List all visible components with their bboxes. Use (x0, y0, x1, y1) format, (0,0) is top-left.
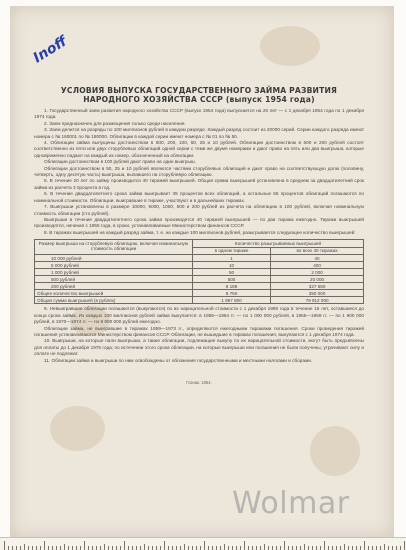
total-sum-one-draw: 1 997 800 (192, 297, 270, 304)
prize-amount: 5 000 рублей (35, 262, 193, 269)
ruler-tick (272, 546, 273, 550)
ruler-tick (308, 546, 309, 550)
ruler-tick (192, 546, 193, 550)
ruler-tick (196, 546, 197, 550)
ruler-tick (276, 546, 277, 550)
table-header-amount: Размер выигрыша на сторублевую облигацию, включая номинальную стоимость облигации (35, 240, 193, 255)
ruler-tick (328, 546, 329, 550)
table-row (35, 276, 364, 283)
ruler-tick (172, 546, 173, 550)
count-one-draw: 500 (192, 276, 270, 283)
ruler-tick (116, 546, 117, 550)
ruler-tick (108, 546, 109, 550)
ruler-tick (88, 546, 89, 550)
conditions-bottom (34, 306, 364, 364)
ruler-tick (388, 546, 389, 550)
ruler-tick (184, 544, 185, 550)
ruler-tick (100, 546, 101, 550)
ruler-tick (140, 546, 141, 550)
table-row (35, 283, 364, 290)
ruler-tick (144, 544, 145, 550)
ruler-tick (20, 546, 21, 550)
ruler-tick (280, 546, 281, 550)
measuring-ruler (0, 537, 406, 550)
ruler-tick (392, 546, 393, 550)
ruler-tick (320, 546, 321, 550)
ruler-tick (72, 546, 73, 550)
ruler-tick (324, 541, 325, 550)
ruler-tick (8, 546, 9, 550)
table-header-count: Количество разыгрываемых выигрышей (192, 240, 363, 248)
bond-conditions (34, 86, 364, 385)
paragraph: 5. В течение 20 лет по займу производится 40 тиражей выигрышей. Общая сумма выигрышей установлена в среднем за двадцатилетний срок займа из расчета 3 процента в год. (34, 178, 364, 190)
count-one-draw: 1 (192, 255, 270, 262)
stain (260, 26, 320, 66)
count-all-draws: 20 000 (271, 276, 364, 283)
ruler-tick (40, 546, 41, 550)
bond-sheet (10, 6, 394, 538)
ruler-tick (104, 544, 105, 550)
ruler-tick (360, 546, 361, 550)
total-count-all-draws: 350 000 (271, 290, 364, 297)
prize-amount: 1 000 рублей (35, 269, 193, 276)
total-sum-all-draws: 79 912 000 (271, 297, 364, 304)
count-all-draws: 400 (271, 262, 364, 269)
paragraph: 3. Заем делится на разряды по 100 миллионов рублей в каждом разряде. Каждый разряд состоит из 20000 серий. Серии каждого разряда имеют номера с № 160001 по № 180000. Облигации в каждой серии имеют номера с № 01 по № 50. (34, 127, 364, 139)
ruler-tick (300, 546, 301, 550)
ruler-tick (84, 541, 85, 550)
ruler-tick (380, 546, 381, 550)
table-row-total-count (35, 290, 364, 297)
ruler-tick (44, 541, 45, 550)
table-row (35, 262, 364, 269)
ruler-tick (180, 546, 181, 550)
ruler-tick (236, 546, 237, 550)
ruler-tick (244, 541, 245, 550)
ruler-tick (228, 546, 229, 550)
count-one-draw: 50 (192, 269, 270, 276)
count-one-draw: 8 189 (192, 283, 270, 290)
conditions-top (34, 108, 364, 236)
ruler-tick (316, 546, 317, 550)
ruler-tick (352, 546, 353, 550)
ruler-tick (96, 546, 97, 550)
ruler-tick (56, 546, 57, 550)
title-line-1: УСЛОВИЯ ВЫПУСКА ГОСУДАРСТВЕННОГО ЗАЙМА РАЗВИТИЯ (60, 86, 338, 95)
ruler-tick (292, 546, 293, 550)
ruler-tick (240, 546, 241, 550)
handwritten-signature: Inoff (30, 33, 70, 67)
ruler-tick (372, 546, 373, 550)
total-count-label: Общее количество выигрышей (35, 290, 193, 297)
ruler-tick (404, 541, 405, 550)
ruler-tick (136, 546, 137, 550)
ruler-tick (252, 546, 253, 550)
ruler-tick (32, 546, 33, 550)
paragraph: 4. Облигации займа выпущены достоинством в 500, 200, 100, 50, 25 и 10 рублей. Облигации достоинством в 500 и 200 рублей состоят соответственно из пяти или двух сторублевых облигаций одной серии с теми же двумя номерами и дают право на пять или два выигрыша, которые одновременно падают на каждый их номер, обозначенный на облигации. (34, 140, 364, 158)
stain (310, 426, 360, 476)
count-all-draws: 2 000 (271, 269, 364, 276)
ruler-tick (400, 546, 401, 550)
total-sum-label: Общая сумма выигрышей (в рублях) (35, 297, 193, 304)
ruler-tick (120, 546, 121, 550)
ruler-tick (396, 546, 397, 550)
ruler-tick (208, 546, 209, 550)
prize-amount: 500 рублей (35, 276, 193, 283)
ruler-tick (156, 546, 157, 550)
ruler-tick (264, 544, 265, 550)
ruler-tick (344, 544, 345, 550)
prizes-table (34, 239, 364, 304)
paragraph: 10. Выигрыши, на которые пали выигрыши, а также облигации, подлежащие выкупу по их нарицательной стоимости, могут быть предъявлены для оплаты до 1 декабря 1975 года; по истечении этого срока облигации, на которые выигрыши или погашения не были получены, утрачивают силу и оплате не подлежат. (34, 338, 364, 357)
ruler-tick (16, 546, 17, 550)
paragraph: Облигации достоинством в 50, 25 и 10 рублей являются частями сторублевых облигаций и дают право на соответствующую долю (половину, четверть, одну десятую часть) выигрыша, выпавшего на сторублевую облигацию. (34, 165, 364, 178)
title-line-2: НАРОДНОГО ХОЗЯЙСТВА СССР (выпуск 1954 года) (83, 95, 315, 104)
ruler-tick (4, 541, 5, 550)
ruler-tick (260, 546, 261, 550)
table-row-total-sum (35, 297, 364, 304)
ruler-tick (376, 546, 377, 550)
ruler-tick (348, 546, 349, 550)
ruler-tick (92, 546, 93, 550)
ruler-tick (312, 546, 313, 550)
document-title (34, 86, 364, 104)
ruler-tick (288, 546, 289, 550)
paragraph: Выигрыши в течение двадцатилетнего срока займа производятся 40 тиражей выигрышей — по два тиража ежегодно. Тиражи выигрышей производятся, начиная с 1955 года, в сроки, устанавливаемые Министерством финансов СССР. (34, 216, 364, 229)
paragraph: 6. В течение двадцатилетнего срока займа выигрывает 35 процентов всех облигаций, а остальные 65 процентов облигаций погашаются по номинальной стоимости. Облигации, выигравшие в тираже, участвуют и в дальнейших тиражах. (34, 191, 364, 203)
ruler-tick (384, 544, 385, 550)
paragraph: 11. Облигации займа и выигрыши по ним освобождены от обложения государственными и местными налогами и сборами. (44, 357, 313, 363)
ruler-tick (364, 541, 365, 550)
ruler-tick (200, 546, 201, 550)
ruler-tick (232, 546, 233, 550)
ruler-tick (24, 544, 25, 550)
ruler-tick (248, 546, 249, 550)
ruler-tick (296, 546, 297, 550)
ruler-tick (256, 546, 257, 550)
ruler-tick (132, 546, 133, 550)
ruler-tick (224, 544, 225, 550)
ruler-tick (204, 541, 205, 550)
table-row (35, 255, 364, 262)
ruler-tick (64, 544, 65, 550)
ruler-tick (152, 546, 153, 550)
paragraph: 1. Государственный заем развития народного хозяйства СССР (выпуск 1954 года) выпускается на 20 лет — с 1 декабря 1954 года по 1 декабря 1974 года. (34, 108, 364, 120)
ruler-tick (60, 546, 61, 550)
ruler-tick (112, 546, 113, 550)
count-all-draws: 327 560 (271, 283, 364, 290)
table-subheader-all-draws: во всех 40 тиражах (271, 247, 364, 255)
ruler-tick (368, 546, 369, 550)
table-row (35, 269, 364, 276)
ruler-tick (28, 546, 29, 550)
ruler-tick (304, 544, 305, 550)
printer-mark: Гознак. 1954. (186, 379, 212, 385)
paragraph: 9. Невыигравшие облигации погашаются (выкупаются) по их нарицательной стоимости с 1 декабря 1959 года в течение 15 лет, оставшиеся до конца срока займа. Из каждых 100 миллионов рублей займа выкупается: в 1959—1964 гг. — по 1 000 000 рублей, в 1965—1969 гг. — по 1 900 000 рублей, в 1970—1974 гг. — по 9 900 000 рублей ежегодно. (34, 306, 364, 325)
prize-amount: 200 рублей (35, 283, 193, 290)
ruler-tick (80, 546, 81, 550)
ruler-tick (52, 546, 53, 550)
count-one-draw: 10 (192, 262, 270, 269)
ruler-tick (76, 546, 77, 550)
ruler-tick (284, 541, 285, 550)
ruler-tick (36, 546, 37, 550)
stain (50, 406, 105, 451)
ruler-tick (332, 546, 333, 550)
ruler-tick (68, 546, 69, 550)
ruler-tick (356, 546, 357, 550)
paragraph: 2. Заем предназначен для размещения только среди населения. (44, 120, 186, 126)
ruler-tick (148, 546, 149, 550)
paragraph: 8. В тиражах выигрышей на каждый разряд займа, т. е. на каждые 100 миллионов рублей, разыгрывается следующее количество выигрышей: (44, 229, 356, 235)
ruler-tick (188, 546, 189, 550)
ruler-tick (128, 546, 129, 550)
ruler-tick (48, 546, 49, 550)
paragraph: 7. Выигрыши установлены в размере 10000, 5000, 1000, 500 и 200 рублей из расчета на облигацию в 100 рублей, включая номинальную стоимость облигации (сто рублей). (34, 204, 364, 216)
count-all-draws: 40 (271, 255, 364, 262)
total-count-one-draw: 8 750 (192, 290, 270, 297)
ruler-tick (124, 541, 125, 550)
ruler-tick (160, 546, 161, 550)
table-subheader-one-draw: в одном тираже (192, 247, 270, 255)
ruler-tick (216, 546, 217, 550)
ruler-tick (12, 546, 13, 550)
ruler-tick (340, 546, 341, 550)
prize-amount: 10 000 рублей (35, 255, 193, 262)
ruler-tick (336, 546, 337, 550)
ruler-tick (268, 546, 269, 550)
ruler-tick (176, 546, 177, 550)
ruler-tick (168, 546, 169, 550)
paragraph: Облигации достоинством в 100 рублей дают право на один выигрыш. (44, 159, 196, 165)
ruler-tick (220, 546, 221, 550)
paragraph: Облигации займа, не выигравшие в тиражах 1959—1973 гг., определяются ежегодными тиражами погашения. Сроки проведения тиражей погашения устанавливаются Министерством финансов СССР. Облигации, не вышедшие в тиражах погашения, выкупаются с 1 декабря 1974 года. (34, 325, 364, 337)
ruler-tick (212, 546, 213, 550)
ruler-tick (164, 541, 165, 550)
watermark: Wolmar (232, 486, 350, 521)
